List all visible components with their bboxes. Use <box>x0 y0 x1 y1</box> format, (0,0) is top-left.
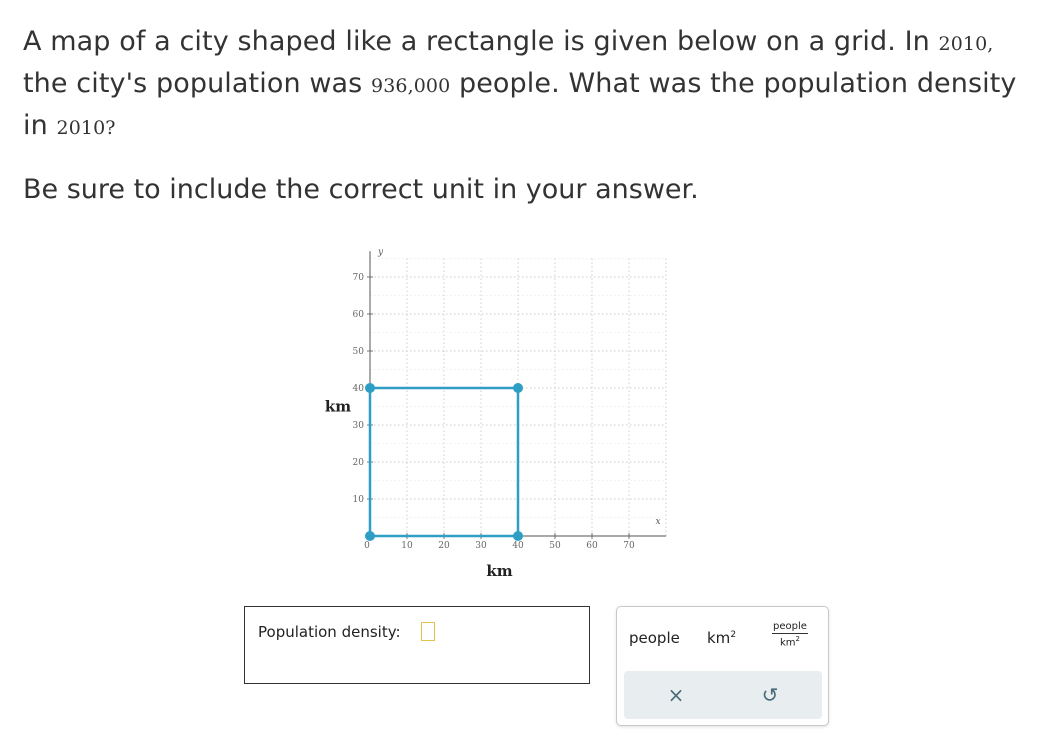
frac-den-base: km <box>779 637 796 649</box>
question-population: 936,000 <box>371 75 451 97</box>
grid-graph <box>300 232 680 582</box>
x-tick-label: 10 <box>401 541 413 551</box>
undo-icon[interactable]: ↺ <box>761 683 779 707</box>
question-year-end: 2010? <box>56 117 116 139</box>
x-tick-label: 40 <box>512 541 524 551</box>
y-tick-label: 50 <box>352 347 364 357</box>
answer-input[interactable] <box>421 622 435 641</box>
x-tick-label: 20 <box>438 541 450 551</box>
x-tick-label: 70 <box>623 541 635 551</box>
question-line-1 <box>23 22 1033 64</box>
question-text <box>23 22 1033 148</box>
answer-box <box>244 606 590 684</box>
city-rectangle <box>370 388 518 536</box>
palette-actions <box>624 671 822 719</box>
unit-palette <box>616 606 829 726</box>
y-tick-label: 40 <box>352 384 364 394</box>
y-axis-unit: km <box>324 397 352 416</box>
question-line-2-text: the city's population was <box>23 68 372 99</box>
frac-denominator <box>772 634 808 648</box>
rectangle-vertex <box>513 531 523 541</box>
x-tick-label: 30 <box>475 541 487 551</box>
rectangle-vertex <box>513 383 523 393</box>
rectangle-vertex <box>365 531 375 541</box>
y-tick-label: 30 <box>352 421 364 431</box>
y-tick-label: 20 <box>352 458 364 468</box>
clear-icon[interactable]: × <box>667 683 685 707</box>
question-line-3-text: in <box>23 110 57 141</box>
rectangle-vertex <box>365 383 375 393</box>
y-axis-variable: y <box>378 247 384 258</box>
question-year: 2010, <box>938 33 994 55</box>
unit-km-squared-button[interactable] <box>707 629 736 647</box>
question-line-3 <box>23 106 1033 148</box>
question-line-2-rest: people. What was the population density <box>450 68 1017 99</box>
unit-people-button[interactable]: people <box>629 629 680 647</box>
x-axis-unit: km <box>486 562 513 580</box>
y-tick-label: 10 <box>352 495 364 505</box>
x-tick-label: 0 <box>364 541 370 551</box>
x-tick-label: 50 <box>549 541 561 551</box>
x-axis-variable: x <box>655 517 661 527</box>
unit-km-exponent: 2 <box>730 630 737 640</box>
unit-note: Be sure to include the correct unit in your answer. <box>23 174 699 205</box>
answer-label: Population density: <box>258 623 401 641</box>
question-line-1-text: A map of a city shaped like a rectangle is given below on a grid. In <box>23 26 939 57</box>
y-tick-label: 60 <box>352 310 364 320</box>
frac-numerator: people <box>773 621 807 632</box>
x-tick-label: 60 <box>586 541 598 551</box>
unit-km-base: km <box>707 629 731 647</box>
frac-den-exponent: 2 <box>795 635 800 643</box>
unit-people-per-km2-button[interactable] <box>772 621 808 648</box>
y-tick-label: 70 <box>352 273 364 283</box>
question-line-2 <box>23 64 1033 106</box>
